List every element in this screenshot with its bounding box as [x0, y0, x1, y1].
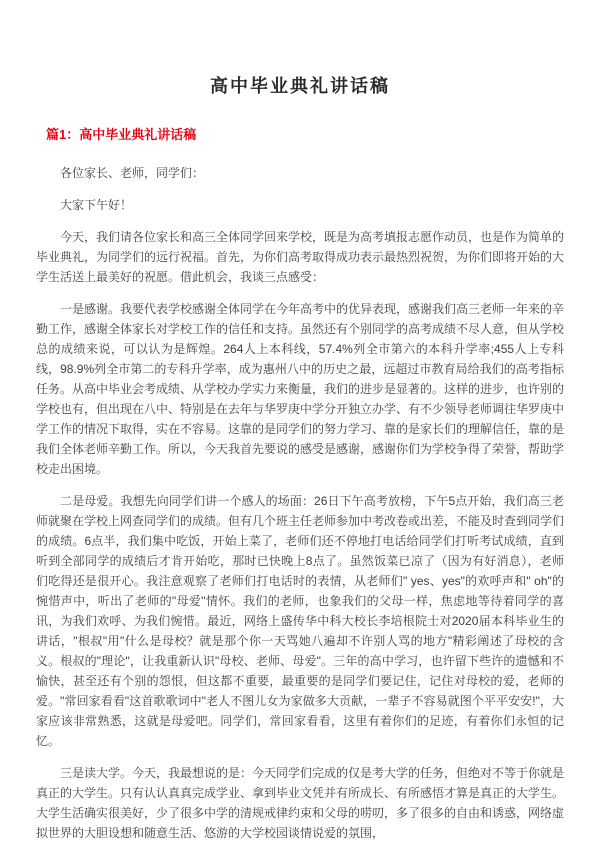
paragraph-point-2-motherly-love: 二是母爱。我想先向同学们讲一个感人的场面：26日下午高考放榜，下午5点开始，我们高三老师就聚在学校上网查同学们的成绩。但有几个班主任老师参加中考改卷或出差，不能及时查到同学们的成绩。6点半，我们集中吃饭，开始上菜了，老师们还不停地打电话给同学们打听考试成绩，直到听到全部同学的成绩后才肯开始吃，那时已快晚上8点了。虽然饭菜已凉了（因为有好消息），老师们吃得还是很开心。我注意观察了老师们打电话时的表情，从老师们" yes、yes"的欢呼声和" oh"的惋惜声中，听出了老师的"母爱"情怀。我们的老师，也象我们的父母一样，焦虑地等待着同学的喜讯，为我们欢呼、为我们惋惜。最近，网络上盛传华中科大校长李培根院士对2020届本科毕业生的讲话，"根叔"用"什么是母校？就是那个你一天骂她八遍却不许别人骂的地方"精彩阐述了母校的含义。根叔的"理论"，让我重新认识"母校、老师、母爱"。三年的高中学习，也许留下些许的遗憾和不愉快，甚至还有个别的怨恨，但这都不重要，最重要的是同学们要记住，记住对母校的爱，老师的爱。"常回家看看"这首歌歌词中"老人不图儿女为家做多大贡献，一辈子不容易就图个平平安安!"，大家应该非常熟悉，这就是母爱吧。同学们，常回家看看，这里有着你们的足迹，有着你们永恒的记忆。 — [36, 494, 565, 748]
document-body — [36, 163, 564, 843]
paragraph-point-1-gratitude: 一是感谢。我要代表学校感谢全体同学在今年高考中的优异表现，感谢我们高三老师一年来的辛勤工作，感谢全体家长对学校工作的信任和支持。虽然还有个别同学的高考成绩不尽人意，但从学校总的成绩来说，可以认为是辉煌。264人上本科线，57.4%列全市第六的本科升学率;455人上专科线，98.9%列全市第二的专科升学率，成为惠州八中的历史之最，远超过市教育局给我们的高考指标任务。从高中毕业会考成绩、从学校办学实力来衡量，我们的进步是显著的。这样的进步，也许别的学校也有，但出现在八中、特别是在去年与华罗庚中学分开独立办学、有不少领导老师调往华罗庚中学工作的情况下取得，实在不容易。这靠的是同学们的努力学习、靠的是家长们的理解信任，靠的是我们全体老师辛勤工作。所以，今天我首先要说的感受是感谢，感谢你们为学校争得了荣誉，帮助学校走出困境。 — [36, 302, 565, 476]
document-title: 高中毕业典礼讲话稿 — [210, 76, 390, 96]
paragraph-point-3-university: 三是读大学。今天，我最想说的是：今天同学们完成的仅是考大学的任务，但绝对不等于你就是真正的大学生。只有认认真真完成学业、拿到毕业文凭并有所成长、有所感悟才算是真正的大学生。大学生活确实很美好，少了很多中学的清规戒律约束和父母的唠叨，多了很多的自由和诱惑，网络虚拟世界的大胆设想和随意生活、悠游的大学校园谈情说爱的氛围， — [36, 766, 565, 840]
paragraph-intro: 今天，我们请各位家长和高三全体同学回来学校，既是为高考填报志愿作动员，也是作为简单的毕业典礼，为同学们的远行祝福。首先，为你们高考取得成功表示最热烈祝贺，为你们即将开始的大学生活送上最美好的祝愿。借此机会，我谈三点感受： — [36, 230, 565, 284]
paragraph-salutation: 各位家长、老师，同学们： — [60, 166, 205, 180]
section-heading: 篇1：高中毕业典礼讲话稿 — [46, 127, 197, 142]
paragraph-greeting: 大家下午好！ — [60, 198, 133, 212]
